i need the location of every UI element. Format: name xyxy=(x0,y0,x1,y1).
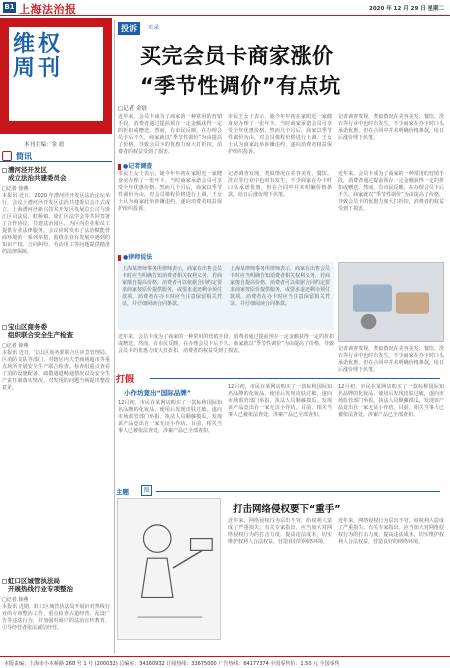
brand-title-line2: 周刊 xyxy=(13,56,64,81)
section2-rule xyxy=(150,378,440,379)
subhead-investigation xyxy=(118,161,152,170)
issue-date: 2020 年 12 月 29 日 xyxy=(369,6,426,12)
brief-item-title xyxy=(8,577,73,593)
brief-item-title xyxy=(8,166,67,182)
brief-item-title-line2: 成立法治共建委员会 xyxy=(8,174,67,182)
editor-line: 本刊主编：金 晨 xyxy=(24,142,65,148)
section-theme-box: 图 xyxy=(141,485,152,496)
section-dajia: 打假 xyxy=(116,375,135,385)
main-body-col1: 近年来，会员卡成为了商家的一种常用的营销手段，消费者通过提前预存一定金额获得一定的折扣或赠送。然而，有市民反映，在办理会员卡后不久，商家就以“季节性调价”为由提高了价格，导致会员卡的优惠力度大打折扣，消费者的权益受到了损害。 xyxy=(118,114,222,155)
brief-header xyxy=(0,150,112,162)
brand-english: Right-protection Weekly xyxy=(14,110,98,117)
subhead-investigation-text: ●记者调查 xyxy=(123,163,153,170)
brief-item-byline: □记者 徐燕 xyxy=(2,186,29,192)
brand-block xyxy=(0,18,112,134)
article3-body-col2: 近年来，网络侵权行为层出不穷，给权利人造成了严重损失。有关专家指出，应当加大对网络侵权行为的打击力度，提高违法成本，切实维护权利人合法权益，营造良好的网络环境。 xyxy=(338,518,444,545)
section3-rule xyxy=(156,491,440,492)
square-bullet-icon xyxy=(2,579,7,584)
main-body-col2: 市民王女士表示，她今年年初在家附近一家健身房办理了一张年卡，当时商家承诺会员可享受全年优惠价格。然而几个月后，商家以季节性调价为由，对会员课程价格进行上调，王女士认为商家此举涉嫌违约，遂向消费者权益保护组织投诉。 xyxy=(228,114,332,155)
article3-body-col1: 近年来，网络侵权行为层出不穷，给权利人造成了严重损失。有关专家指出，应当加大对网络侵权行为的打击力度，提高违法成本，切实维护权利人合法权益，营造良好的网络环境。 xyxy=(228,518,332,545)
brief-item-title xyxy=(8,323,73,339)
headline-line1: 买完会员卡商家涨价 xyxy=(140,44,334,68)
brand-title xyxy=(13,33,63,81)
photo-caption: 记者调查发现，类似情况在美容美发、餐饮、洗衣等行业中也时有发生。不少商家在办卡时口头承诺优惠，但在合同中并未明确价格条款，给日后涨价埋下伏笔。 xyxy=(338,346,444,373)
article2-body-col2: 12月初，市民在某网店购买了一款标称国际知名品牌的化妆品，使用后发现皮肤过敏，遂向市场监管部门举报。执法人员顺藤摸瓜，发现该产品竟出自一家无证小作坊。目前，相关当事人已被依法查处，涉案产品已全部查扣。 xyxy=(228,384,332,418)
investigation-body-3: 近年来，会员卡成为了商家的一种常用的营销手段，消费者通过提前预存一定金额获得一定的折扣或赠送。然而，有市民反映，在办理会员卡后不久，商家就以“季节性调价”为由提高了价格，导致会员卡的优惠力度大打折扣，消费者的权益受到了损害。 xyxy=(338,171,444,212)
brief-item-title-line1: 虹口区城管执法局 xyxy=(8,577,60,585)
square-bullet-icon xyxy=(2,325,7,330)
brief-item-byline: □记者 徐燕 xyxy=(2,597,29,603)
lawyer-box xyxy=(118,262,334,330)
brand-title-line1: 维权 xyxy=(13,32,64,57)
brief-item-body: 本报讯 近期，虹口区城管执法局开展针对热线行业的专项整治工作，重点检查占道经营、乱设广告等违法行为，并加强对商户的法治宣传教育，引导经营者依法诚信经营。 xyxy=(2,604,110,631)
article2-body-col1: 12月初，市民在某网店购买了一款标称国际知名品牌的化妆品，使用后发现皮肤过敏，遂向市场监管部门举报。执法人员顺藤摸瓜，发现该产品竟出自一家无证小作坊。目前，相关当事人已被依法查处，涉案产品已全部查扣。 xyxy=(118,400,222,434)
main-body-col3: 记者调查发现，类似情况在美容美发、餐饮、洗衣等行业中也时有发生。不少商家在办卡时口头承诺优惠，但在合同中并未明确价格条款，给日后涨价埋下伏笔。 xyxy=(338,114,444,141)
subhead-lawyer xyxy=(118,252,152,261)
brief-rule xyxy=(0,161,112,162)
left-column xyxy=(0,18,112,654)
cartoon-illustration xyxy=(117,498,221,640)
square-bullet-icon xyxy=(2,168,7,173)
brief-icon xyxy=(2,151,12,161)
brief-item-body: 本报讯 近日，宝山区商务委联合区应急管理局、区消防支队等部门，对辖区内大型商场超市等重点场所开展安全生产联合检查。检查组重点查看了消防设施配备、疏散通道畅通情况以及安全生产责任制落实情况，对发现的问题当场提出整改意见。 xyxy=(2,350,110,391)
main-body-closing: 近年来，会员卡成为了商家的一种常用的营销手段，消费者通过提前预存一定金额获得一定的折扣或赠送。然而，有市民反映，在办理会员卡后不久，商家就以“季节性调价”为由提高了价格，导致会员卡的优惠力度大打折扣，消费者的权益受到了损害。 xyxy=(118,334,334,354)
brief-item-title-line2: 开展热线行业专项整治 xyxy=(8,585,73,593)
brief-item-title-line1: 宝山区商务委 xyxy=(8,323,47,331)
subhead-mark xyxy=(118,255,121,261)
brief-item-byline: □记者 徐燕 xyxy=(2,343,29,349)
headline-3: 打击网络侵权要下“重手” xyxy=(233,504,341,515)
section-theme: 主题 xyxy=(116,488,129,496)
column-divider xyxy=(114,20,115,654)
photo-illustration-icon xyxy=(339,263,443,341)
investigation-body: 市民王女士表示，她今年年初在家附近一家健身房办理了一张年卡，当时商家承诺会员可享受全年优惠价格。然而几个月后，商家以季节性调价为由，对会员课程价格进行上调，王女士认为商家此举涉嫌违约，遂向消费者权益保护组织投诉。 xyxy=(118,171,222,212)
lawyer-text-2: 上海某律师事务所律师表示，商家在出售会员卡时应当明确告知消费者相关权利义务，若商家擅自提高价格，消费者可以依据合同约定要求商家按原价提供服务，或要求退还剩余预付款项。消费者在办卡时应当注意保留相关凭证，并仔细阅读合同条款。 xyxy=(230,266,331,307)
main-byline: □记者 金晨 xyxy=(118,106,147,112)
cartoon-icon xyxy=(118,499,220,639)
brief-item-body: 本报讯 近日，2020 年漕河泾开发区法治论坛举行，会议上漕河泾开发区法治共建委员会正式成立。上海漕河泾新兴技术开发区发展总公司与徐汇区司法局、虹桥镇、徐汇区法学会等共同签署了合作协议，共建法治园区，为区内企业和员工提供专业法律服务。会议同时发布了法治赋能营商环境的一系列举措，围绕企业在发展中遇到的知识产权、合同纠纷、劳动用工等问题提供精准的法律保障。 xyxy=(2,193,110,255)
article-photo xyxy=(338,262,444,342)
page-number: B1 xyxy=(4,3,15,11)
brand-inner xyxy=(9,27,103,121)
subhead-lawyer-text: ●律师说法 xyxy=(123,254,153,261)
article2-body-col3: 12月初，市民在某网店购买了一款标称国际知名品牌的化妆品，使用后发现皮肤过敏，遂向市场监管部门举报。执法人员顺藤摸瓜，发现该产品竟出自一家无证小作坊。目前，相关当事人已被依法查处，涉案产品已全部查扣。 xyxy=(338,384,444,418)
brief-label: 简讯 xyxy=(16,152,32,161)
headline-line2: “季节性调价”有点坑 xyxy=(140,74,341,98)
date-line xyxy=(369,4,444,12)
brief-item-title-line2: 组织联合安全生产检查 xyxy=(8,331,73,339)
footer: 本版责编：上海市小木桥路 268 号 1 号 (200032) 总编室：34160932 订阅热线：33675000 广告热线：64177374 全国零售价：1.50 元 全国零售 xyxy=(0,656,450,668)
lawyer-text-1: 上海某律师事务所律师表示，商家在出售会员卡时应当明确告知消费者相关权利义务，若商家擅自提高价格，消费者可以依据合同约定要求商家按原价提供服务，或要求退还剩余预付款项。消费者在办卡时应当注意保留相关凭证，并仔细阅读合同条款。 xyxy=(122,266,223,307)
column-tag: 投诉 xyxy=(118,22,140,35)
article2-title: 小作坊竟出“国际品牌” xyxy=(124,389,192,397)
brief-item-title-line1: 漕河泾开发区 xyxy=(8,166,47,174)
paper-name: 上海法治报 xyxy=(19,3,77,16)
masthead xyxy=(0,0,450,16)
column-tag-sub: 实录 xyxy=(148,25,160,31)
subhead-mark xyxy=(118,164,121,170)
investigation-body-2: 记者调查发现，类似情况在美容美发、餐饮、洗衣等行业中也时有发生。不少商家在办卡时口头承诺优惠，但在合同中并未明确价格条款，给日后涨价埋下伏笔。 xyxy=(228,171,332,198)
issue-weekday: 星期二 xyxy=(427,6,444,12)
